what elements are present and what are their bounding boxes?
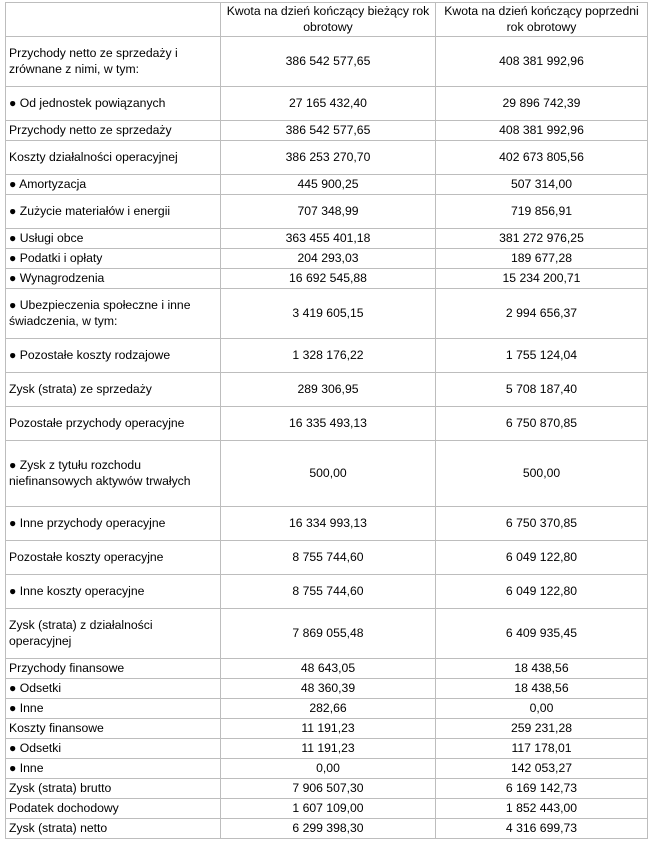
table-row [6, 819, 648, 839]
row-label: Pozostałe koszty operacyjne [6, 541, 221, 575]
table-row [6, 289, 648, 339]
value-current: 8 755 744,60 [221, 575, 436, 609]
row-label: Koszty finansowe [6, 719, 221, 739]
header-previous-year: Kwota na dzień kończący poprzedni rok obrotowy [436, 3, 648, 37]
table-row [6, 507, 648, 541]
row-label: ● Odsetki [6, 679, 221, 699]
row-label: ● Pozostałe koszty rodzajowe [6, 339, 221, 373]
row-label: ● Amortyzacja [6, 175, 221, 195]
value-current: 707 348,99 [221, 195, 436, 229]
financial-table [5, 2, 648, 839]
value-previous: 6 750 370,85 [436, 507, 648, 541]
table-row [6, 541, 648, 575]
table-row [6, 575, 648, 609]
value-previous: 6 409 935,45 [436, 609, 648, 659]
value-current: 386 542 577,65 [221, 121, 436, 141]
table-row [6, 799, 648, 819]
header-empty [6, 3, 221, 37]
value-current: 11 191,23 [221, 739, 436, 759]
table-row [6, 229, 648, 249]
value-current: 6 299 398,30 [221, 819, 436, 839]
value-previous: 719 856,91 [436, 195, 648, 229]
row-label: ● Zużycie materiałów i energii [6, 195, 221, 229]
value-current: 16 692 545,88 [221, 269, 436, 289]
value-current: 282,66 [221, 699, 436, 719]
table-row [6, 407, 648, 441]
row-label: ● Wynagrodzenia [6, 269, 221, 289]
table-row [6, 659, 648, 679]
value-previous: 408 381 992,96 [436, 37, 648, 87]
row-label: Zysk (strata) brutto [6, 779, 221, 799]
value-current: 48 360,39 [221, 679, 436, 699]
value-current: 445 900,25 [221, 175, 436, 195]
table-row [6, 699, 648, 719]
table-row [6, 339, 648, 373]
table-row [6, 719, 648, 739]
value-current: 7 906 507,30 [221, 779, 436, 799]
value-current: 0,00 [221, 759, 436, 779]
value-previous: 6 750 870,85 [436, 407, 648, 441]
value-previous: 2 994 656,37 [436, 289, 648, 339]
value-current: 27 165 432,40 [221, 87, 436, 121]
table-row [6, 37, 648, 87]
value-previous: 189 677,28 [436, 249, 648, 269]
value-previous: 5 708 187,40 [436, 373, 648, 407]
table-row [6, 249, 648, 269]
table-row [6, 87, 648, 121]
value-current: 500,00 [221, 441, 436, 507]
value-previous: 15 234 200,71 [436, 269, 648, 289]
table-row [6, 759, 648, 779]
value-previous: 6 169 142,73 [436, 779, 648, 799]
row-label: ● Inne [6, 759, 221, 779]
row-label: ● Inne koszty operacyjne [6, 575, 221, 609]
value-previous: 408 381 992,96 [436, 121, 648, 141]
value-current: 289 306,95 [221, 373, 436, 407]
value-previous: 402 673 805,56 [436, 141, 648, 175]
table-row [6, 175, 648, 195]
value-previous: 500,00 [436, 441, 648, 507]
row-label: ● Usługi obce [6, 229, 221, 249]
value-previous: 18 438,56 [436, 679, 648, 699]
value-current: 386 542 577,65 [221, 37, 436, 87]
table-row [6, 195, 648, 229]
table-row [6, 373, 648, 407]
value-current: 8 755 744,60 [221, 541, 436, 575]
value-previous: 29 896 742,39 [436, 87, 648, 121]
value-previous: 1 755 124,04 [436, 339, 648, 373]
row-label: ● Zysk z tytułu rozchodu niefinansowych aktywów trwałych [6, 441, 221, 507]
value-previous: 6 049 122,80 [436, 541, 648, 575]
row-label: Koszty działalności operacyjnej [6, 141, 221, 175]
value-current: 16 334 993,13 [221, 507, 436, 541]
row-label: ● Podatki i opłaty [6, 249, 221, 269]
row-label: Zysk (strata) z działalności operacyjnej [6, 609, 221, 659]
row-label: ● Od jednostek powiązanych [6, 87, 221, 121]
value-previous: 507 314,00 [436, 175, 648, 195]
value-previous: 18 438,56 [436, 659, 648, 679]
row-label: Przychody netto ze sprzedaży i zrównane z nimi, w tym: [6, 37, 221, 87]
row-label: Zysk (strata) ze sprzedaży [6, 373, 221, 407]
row-label: ● Ubezpieczenia społeczne i inne świadczenia, w tym: [6, 289, 221, 339]
value-current: 11 191,23 [221, 719, 436, 739]
value-previous: 6 049 122,80 [436, 575, 648, 609]
row-label: Zysk (strata) netto [6, 819, 221, 839]
table-row [6, 739, 648, 759]
value-current: 7 869 055,48 [221, 609, 436, 659]
row-label: ● Inne [6, 699, 221, 719]
header-current-year: Kwota na dzień kończący bieżący rok obrotowy [221, 3, 436, 37]
value-current: 204 293,03 [221, 249, 436, 269]
table-row [6, 141, 648, 175]
value-previous: 259 231,28 [436, 719, 648, 739]
row-label: ● Inne przychody operacyjne [6, 507, 221, 541]
value-current: 1 328 176,22 [221, 339, 436, 373]
table-row [6, 609, 648, 659]
value-current: 1 607 109,00 [221, 799, 436, 819]
table-header-row [6, 3, 648, 37]
row-label: Przychody finansowe [6, 659, 221, 679]
row-label: ● Odsetki [6, 739, 221, 759]
value-previous: 142 053,27 [436, 759, 648, 779]
value-previous: 1 852 443,00 [436, 799, 648, 819]
table-row [6, 679, 648, 699]
value-previous: 0,00 [436, 699, 648, 719]
table-row [6, 269, 648, 289]
value-previous: 381 272 976,25 [436, 229, 648, 249]
value-current: 363 455 401,18 [221, 229, 436, 249]
value-current: 3 419 605,15 [221, 289, 436, 339]
value-previous: 4 316 699,73 [436, 819, 648, 839]
row-label: Podatek dochodowy [6, 799, 221, 819]
value-current: 16 335 493,13 [221, 407, 436, 441]
row-label: Przychody netto ze sprzedaży [6, 121, 221, 141]
value-current: 48 643,05 [221, 659, 436, 679]
row-label: Pozostałe przychody operacyjne [6, 407, 221, 441]
table-row [6, 441, 648, 507]
value-current: 386 253 270,70 [221, 141, 436, 175]
table-row [6, 121, 648, 141]
value-previous: 117 178,01 [436, 739, 648, 759]
table-row [6, 779, 648, 799]
